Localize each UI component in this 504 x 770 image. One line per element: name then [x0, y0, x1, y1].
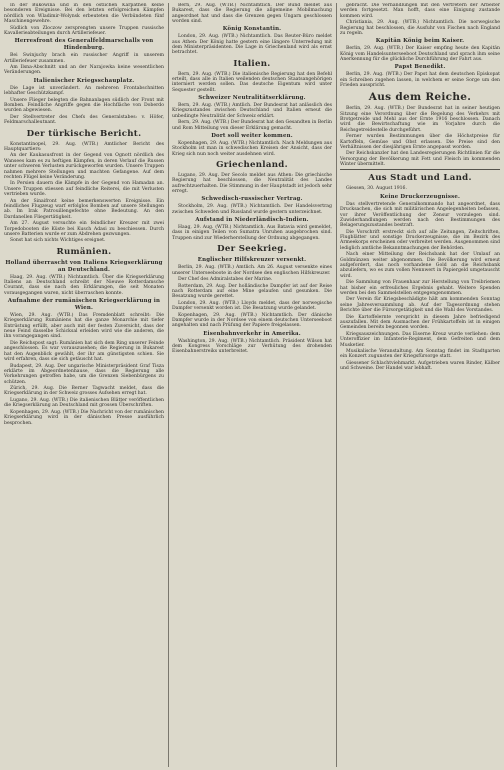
article-paragraph: Washington, 29. Aug. (WTB.) Nichtamtlich. Präsident Wilson hat dem Kongress Vorschläge zur Verhütung des drohenden Eisenbahnerstreiks unterbreitet.: [172, 338, 332, 355]
section-heading: Aus dem Reiche.: [368, 91, 472, 104]
article-subheading: Englischer Hilfskreuzer versenkt.: [197, 257, 307, 264]
article-paragraph: Berlin, 29. Aug. (WTB.) Der Papst hat dem deutschen Episkopat ein Schreiben zugehen lassen, in welchem er seine Sorge um den Frieden ausspricht.: [340, 72, 500, 88]
article-paragraph: Stockholm, 29. Aug. (WTB.) Nichtamtlich. Der Handelsvertrag zwischen Schweden und Russland wurde gestern unterzeichnet.: [172, 204, 332, 215]
article-paragraph: Die Reichspost sagt: Rumänien hat sich dem Ring unserer Feinde angeschlossen. Es war vorauszusehen; die Regierung in Bukarest hat den Augenblick gewählt, der ihr am günstigsten schien. Sie wird erfahren, dass sie sich getäuscht hat.: [4, 341, 164, 363]
column-middle: [168, 3, 332, 767]
section-heading: Griechenland.: [216, 160, 288, 171]
article-paragraph: Südlich von Zloczow zersprengten unsere Truppen russische Kavallerieabteilungen durch Artilleriefeuer.: [4, 25, 164, 36]
article-paragraph: Die Kartoffelernte verspricht in diesem Jahre befriedigend auszufallen. Mit dem Ausmachen der Frühkartoffeln ist in einigen Gemeinden bereits begonnen worden.: [340, 314, 500, 331]
section-heading: Rumänien.: [56, 246, 112, 257]
article-paragraph: Bern, 29. Aug. (WTB.) Amtlich. Der Bundesrat hat anlässlich des Kriegszustandes zwischen Deutschland und Italien erneut die unbedingte Neutralität der Schweiz erklärt.: [172, 103, 332, 119]
article-subheading: Herresfront des Generalfeldmarschalls von Hindenburg.: [14, 38, 154, 52]
article-paragraph: Kopenhagen, 29. Aug. (WTB.) Die Nachricht von der rumänischen Kriegserklärung wird in der dänischen Presse ausführlich besprochen.: [4, 409, 164, 426]
article-paragraph: Ferner wurden Bestimmungen über die Höchstpreise für Kartoffeln, Gemüse und Obst erlassen. Die Preise sind den Verhältnissen der diesjährigen Ernte angepasst worden.: [340, 134, 500, 150]
article-subheading: Kapitän König beim Kaiser.: [375, 38, 465, 45]
article-paragraph: Budapest, 29. Aug. Der ungarische Ministerpräsident Graf Tisza erklärte im Abgeordnetenhause, dass die Regierung alle Vorkehrungen getroffen habe, um die Grenzen Siebenbürgens zu schützen.: [4, 363, 164, 385]
article-paragraph: Am 27. August versuchte ein feindlicher Kreuzer mit zwei Torpedobooten die Küste bei Kusch Adasi zu beschiessen. Durch unsere Batterien wurde er zum Abdrehen gezwungen.: [4, 221, 164, 237]
article-paragraph: Der Verein für Kriegsbeschädigte hält am kommenden Sonntag seine Jahresversammlung ab. Auf der Tagesordnung stehen Berichte über die Fürsorgetätigkeit und die Wahl des Vorstandes.: [340, 297, 500, 314]
section-divider: [340, 169, 500, 170]
article-subheading: Holland überrascht von Italiens Kriegserklärung an Deutschland.: [5, 259, 163, 273]
article-paragraph: Lugano, 29. Aug. (WTB.) Die italienischen Blätter veröffentlichen die Kriegserklärung an Deutschland mit grossen Überschriften.: [4, 398, 164, 409]
article-paragraph: Der Stellvertreter des Chefs des Generalstabes: v. Höfer, Feldmarschalleutnant.: [4, 114, 164, 126]
article-paragraph: Kopenhagen, 29. Aug. (WTB.) Nichtamtlich. Der dänische Dampfer wurde in der Nordsee von einem deutschen Unterseeboot angehalten und nach Prüfung der Papiere freigelassen.: [172, 312, 332, 329]
article-paragraph: Das stellvertretende Generalkommando hat angeordnet, dass Drucksachen, die sich mit militärischen Angelegenheiten befassen, vor ihrer Veröffentlichung der Zensur vorzulegen sind. Zuwiderhandlungen werden nach den Bestimmungen des Belagerungszustandes bestraft.: [340, 201, 500, 229]
article-paragraph: Nach einer Mitteilung der Reichsbank hat der Umlauf an Goldmünzen weiter abgenommen. Die Bevölkerung wird erneut aufgefordert, das noch vorhandene Gold an die Reichsbank abzuliefern, wo es zum vollen Nennwert in Papiergeld umgetauscht wird.: [340, 252, 500, 279]
article-paragraph: Christiania, 29. Aug. (WTB.) Nichtamtlich. Die norwegische Regierung hat beschlossen, die Ausfuhr von Fischen nach England zu regeln.: [340, 20, 500, 36]
article-paragraph: Konstantinopel, 29. Aug. (WTB.) Amtlicher Bericht des Hauptquartiers:: [4, 141, 164, 152]
article-paragraph: Haag, 29. Aug. (WTB.) Nichtamtlich. Aus Batavia wird gemeldet, dass in einigen Teilen von Sumatra Unruhen ausgebrochen sind. Truppen sind zur Wiederherstellung der Ordnung abgegangen.: [172, 225, 332, 241]
article-paragraph: Haag, 29. Aug. (WTB.) Nichtamtlich. Über die Kriegserklärung Italiens an Deutschland schreibt der Nieuwe Rotterdamsche Courant, dass sie nach den Erklärungen, die seit Monaten vorausgegangen waren, nicht überraschen konnte.: [4, 274, 164, 296]
article-paragraph: Unsere Flieger belegten die Bahnanlagen südlich der Front mit Bomben. Feindliche Angriffe gegen die Hochfläche von Doberdo wurden abgewiesen.: [4, 97, 164, 114]
article-paragraph: Bern, 29. Aug. (WTB.) Nichtamtlich. Der Bund meldet aus Bukarest, dass die Regierung die allgemeine Mobilmachung angeordnet hat und dass die Grenzen gegen Ungarn geschlossen worden sind.: [172, 3, 332, 25]
article-paragraph: Die Lage ist unverändert. An mehreren Frontabschnitten lebhafter Geschützkampf.: [4, 85, 164, 97]
article-paragraph: London, 29. Aug. (WTB.) Lloyds meldet, dass der norwegische Dampfer versenkt worden ist. Die Besatzung wurde gelandet.: [172, 300, 332, 312]
article-paragraph: Lugano, 29. Aug. Der Secolo meldet aus Athen: Die griechische Regierung hat beschlossen, die Neutralität des Landes aufrechtzuerhalten. Die Stimmung in der Hauptstadt ist jedoch sehr erregt.: [172, 173, 332, 195]
article-paragraph: Der Chef des Admiralstabes der Marine.: [178, 277, 273, 283]
article-subheading: König Konstantin.: [222, 26, 282, 33]
article-paragraph: Der Reichskanzler hat den Landesregierungen Richtlinien für die Versorgung der Bevölkerung mit Fett und Fleisch im kommenden Winter übermittelt.: [340, 151, 500, 168]
article-subheading: Aufnahme der rumänischen Kriegserklärung in Wien.: [7, 298, 161, 312]
article-paragraph: Die Vorschrift erstreckt sich auf alle Zeitungen, Zeitschriften, Flugblätter und sonstige Druckerzeugnisse, die im Bezirk des Armeekorps erscheinen oder verbreitet werden. Ausgenommen sind lediglich amtliche Bekanntmachungen der Behörden.: [340, 229, 500, 251]
article-paragraph: Giessen, 30. August 1916.: [346, 186, 407, 192]
article-paragraph: An der Sinaifront keine bemerkenswerten Ereignisse. Ein feindliches Flugzeug warf erfolglos Bomben auf unsere Stellungen ab. Im Irak Patrouillengefechte ohne Bedeutung. An den Dardanellen Fliegertätigkeit.: [4, 198, 164, 220]
article-paragraph: Sonst hat sich nichts Wichtiges ereignet.: [10, 238, 106, 244]
article-paragraph: Giessener Schlachtviehmarkt. Aufgetrieben waren Rinder, Kälber und Schweine. Der Handel war lebhaft.: [340, 360, 500, 372]
article-paragraph: Am Ilsna-Abschnitt und an der Narajowka keine wesentlichen Veränderungen.: [4, 65, 164, 76]
article-paragraph: gebracht. Die Verhandlungen mit den Vertretern der Arbeiter werden fortgesetzt. Man hofft, dass eine Einigung zustande kommen wird.: [340, 3, 500, 19]
article-subheading: Papst Benedikt.: [394, 64, 446, 71]
article-paragraph: Berlin, 29. Aug. (WTB.) Der Bundesrat hat in seiner heutigen Sitzung eine Verordnung über die Regelung des Verkehrs mit Brotgetreide und Mehl aus der Ernte 1916 beschlossen. Danach wird die Bewirtschaftung wie im Vorjahre durch die Reichsgetreidestelle durchgeführt.: [340, 106, 500, 133]
article-paragraph: Bei Swinjuchy brach ein russischer Angriff in unserem Artilleriefeuer zusammen.: [4, 53, 164, 64]
article-paragraph: Berlin, 29. Aug. (WTB.) Der Kaiser empfing heute den Kapitän König vom Handelsunterseeboot Deutschland und sprach ihm seine Anerkennung für die glückliche Durchführung der Fahrt aus.: [340, 46, 500, 62]
article-subheading: Schwedisch-russischer Vertrag.: [201, 196, 303, 203]
section-heading: Aus Stadt und Land.: [368, 173, 472, 184]
article-paragraph: Zürich, 29. Aug. Die Berner Tagwacht meldet, dass die Kriegserklärung in der Schweiz grosses Aufsehen erregt hat.: [4, 386, 164, 397]
article-paragraph: Die Sammlung von Frauenhaar zur Herstellung von Treibriemen hat bisher ein erfreuliches Ergebnis gehabt. Weitere Spenden werden bei den Sammelstellen entgegengenommen.: [340, 280, 500, 296]
article-subheading: Eisenbahnverkehr in Amerika.: [203, 330, 301, 337]
column-right: [336, 3, 500, 767]
column-left: [4, 3, 164, 767]
section-heading: Der türkische Bericht.: [26, 128, 142, 139]
article-subheading: Keine Druckerzeugnisse.: [379, 193, 461, 200]
article-paragraph: In der Bukowina und in den östlichen Karpathen keine besonderen Ereignisse. Bei den letzten erfolgreichen Kämpfen nördlich von Wladimir-Wolynsk erbeuteten die Verbündeten fünf Maschinengewehre.: [4, 3, 164, 25]
article-paragraph: Wien, 29. Aug. (WTB.) Das Fremdenblatt schreibt: Die Kriegserklärung Rumäniens hat die ganze Monarchie mit tiefer Entrüstung erfüllt, aber auch mit der festen Zuversicht, dass der neue Feind dasselbe Schicksal erleiden wird wie die anderen, die ihn vorangegangen sind.: [4, 313, 164, 340]
article-paragraph: Bern, 29. Aug. (WTB.) Die italienische Regierung hat den Befehl erteilt, dass alle in Italien weilenden deutschen Staatsangehörigen interniert werden sollen. Das deutsche Eigentum wird unter Sequester gestellt.: [172, 71, 332, 93]
article-paragraph: Kopenhagen, 29. Aug. (WTB.) Nichtamtlich. Nach Meldungen aus Stockholm ist man in schwedischen Kreisen der Ansicht, dass der Krieg sich nun noch weiter ausdehnen wird.: [172, 141, 332, 157]
article-paragraph: Rotterdam, 29. Aug. Der holländische Dampfer ist auf der Reise nach Rotterdam auf eine Mine gelaufen und gesunken. Die Besatzung wurde gerettet.: [172, 283, 332, 300]
article-paragraph: London, 29. Aug. (WTB.) Nichtamtlich. Das Reuter-Büro meldet aus Athen: Der König hatte gestern eine längere Unterredung mit dem Ministerpräsidenten. Die Lage in Griechenland wird als ernst betrachtet.: [172, 34, 332, 56]
section-heading: Italien.: [233, 58, 271, 69]
article-subheading: Aufstand in Niederländisch-Indien.: [195, 217, 309, 224]
article-paragraph: In Persien dauern die Kämpfe in der Gegend von Hamadan an. Unsere Truppen stiessen auf feindliche Reiterei, die mit Verlusten vertrieben wurde.: [4, 181, 164, 198]
article-paragraph: An der Kaukasusfront in der Gegend von Ognott nördlich des Wansees kam es zu heftigen Kämpfen, in deren Verlauf die Russen unter schweren Verlusten zurückgeworfen wurden. Unsere Truppen nahmen mehrere Stellungen und machten Gefangene. Auf dem rechten Flügel keine Veränderung.: [4, 153, 164, 180]
article-subheading: Dort soll weiter kommen.: [211, 133, 293, 140]
section-heading: Der Seekrieg.: [217, 244, 287, 255]
article-paragraph: Musikalische Veranstaltung. Am Sonntag findet im Stadtgarten ein Konzert zugunsten der Kriegsfürsorge statt.: [340, 349, 500, 360]
article-subheading: Italienischer Kriegsschauplatz.: [33, 77, 135, 84]
article-paragraph: Berlin, 29. Aug. (WTB.) Amtlich. Am 26. August versenkte eines unserer Unterseeboote in der Nordsee den englischen Hilfskreuzer.: [172, 265, 332, 276]
article-paragraph: Kriegsauszeichnungen. Das Eiserne Kreuz wurde verliehen: dem Unteroffizier im Infanterie-Regiment, dem Gefreiten und dem Musketier.: [340, 331, 500, 348]
article-paragraph: Bern, 29. Aug. (WTB.) Der Bundesrat hat den Gesandten in Berlin und Rom Mitteilung von dieser Erklärung gemacht.: [172, 120, 332, 131]
article-subheading: Schweizer Neutralitätserklärung.: [198, 95, 306, 102]
